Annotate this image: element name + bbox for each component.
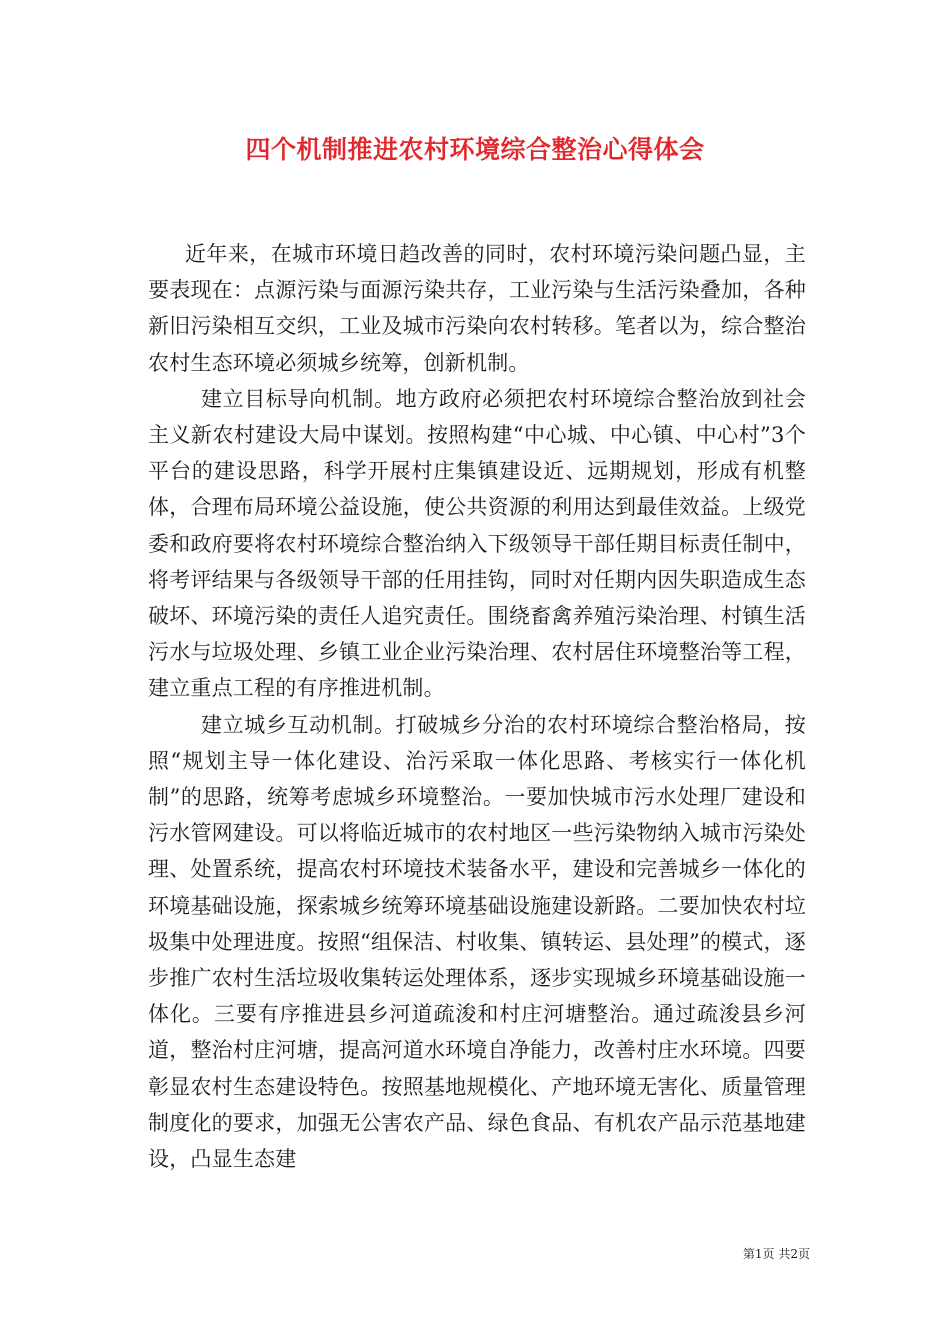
document-title: 四个机制推进农村环境综合整治心得体会	[245, 135, 705, 164]
paragraph-urban-rural-mechanism: 建立城乡互动机制。打破城乡分治的农村环境综合整治格局，按照“规划主导一体化建设、治污采取一体化思路、考核实行一体化机制”的思路，统筹考虑城乡环境整治。一要加快城市污水处理厂建设和污水管网建设。可以将临近城市的农村地区一些污染物纳入城市污染处理、处置系统，提高农村环境技术装备水平，建设和完善城乡一体化的环境基础设施，探索城乡统筹环境基础设施建设新路。二要加快农村垃圾集中处理进度。按照“组保洁、村收集、镇转运、县处理”的模式，逐步推广农村生活垃圾收集转运处理体系，逐步实现城乡环境基础设施一体化。三要有序推进县乡河道疏浚和村庄河塘整治。通过疏浚县乡河道，整治村庄河塘，提高河道水环境自净能力，改善村庄水环境。四要彰显农村生态建设特色。按照基地规模化、产地环境无害化、质量管理制度化的要求，加强无公害农产品、绿色食品、有机农产品示范基地建设，凸显生态建	[148, 712, 806, 1172]
page-number: 第1页 共2页	[742, 1247, 810, 1261]
paragraph-intro: 近年来，在城市环境日趋改善的同时，农村环境污染问题凸显，主要表现在：点源污染与面源污染共存，工业污染与生活污染叠加，各种新旧污染相互交织，工业及城市污染向农村转移。笔者以为，综合整治农村生态环境必须城乡统筹，创新机制。	[148, 242, 806, 375]
document-body	[148, 236, 806, 1177]
paragraph-target-mechanism: 建立目标导向机制。地方政府必须把农村环境综合整治放到社会主义新农村建设大局中谋划。按照构建“中心城、中心镇、中心村”3个平台的建设思路，科学开展村庄集镇建设近、远期规划，形成有机整体，合理布局环境公益设施，使公共资源的利用达到最佳效益。上级党委和政府要将农村环境综合整治纳入下级领导干部任期目标责任制中，将考评结果与各级领导干部的任用挂钩，同时对任期内因失职造成生态破坏、环境污染的责任人追究责任。围绕畜禽养殖污染治理、村镇生活污水与垃圾处理、乡镇工业企业污染治理、农村居住环境整治等工程，建立重点工程的有序推进机制。	[148, 386, 806, 701]
